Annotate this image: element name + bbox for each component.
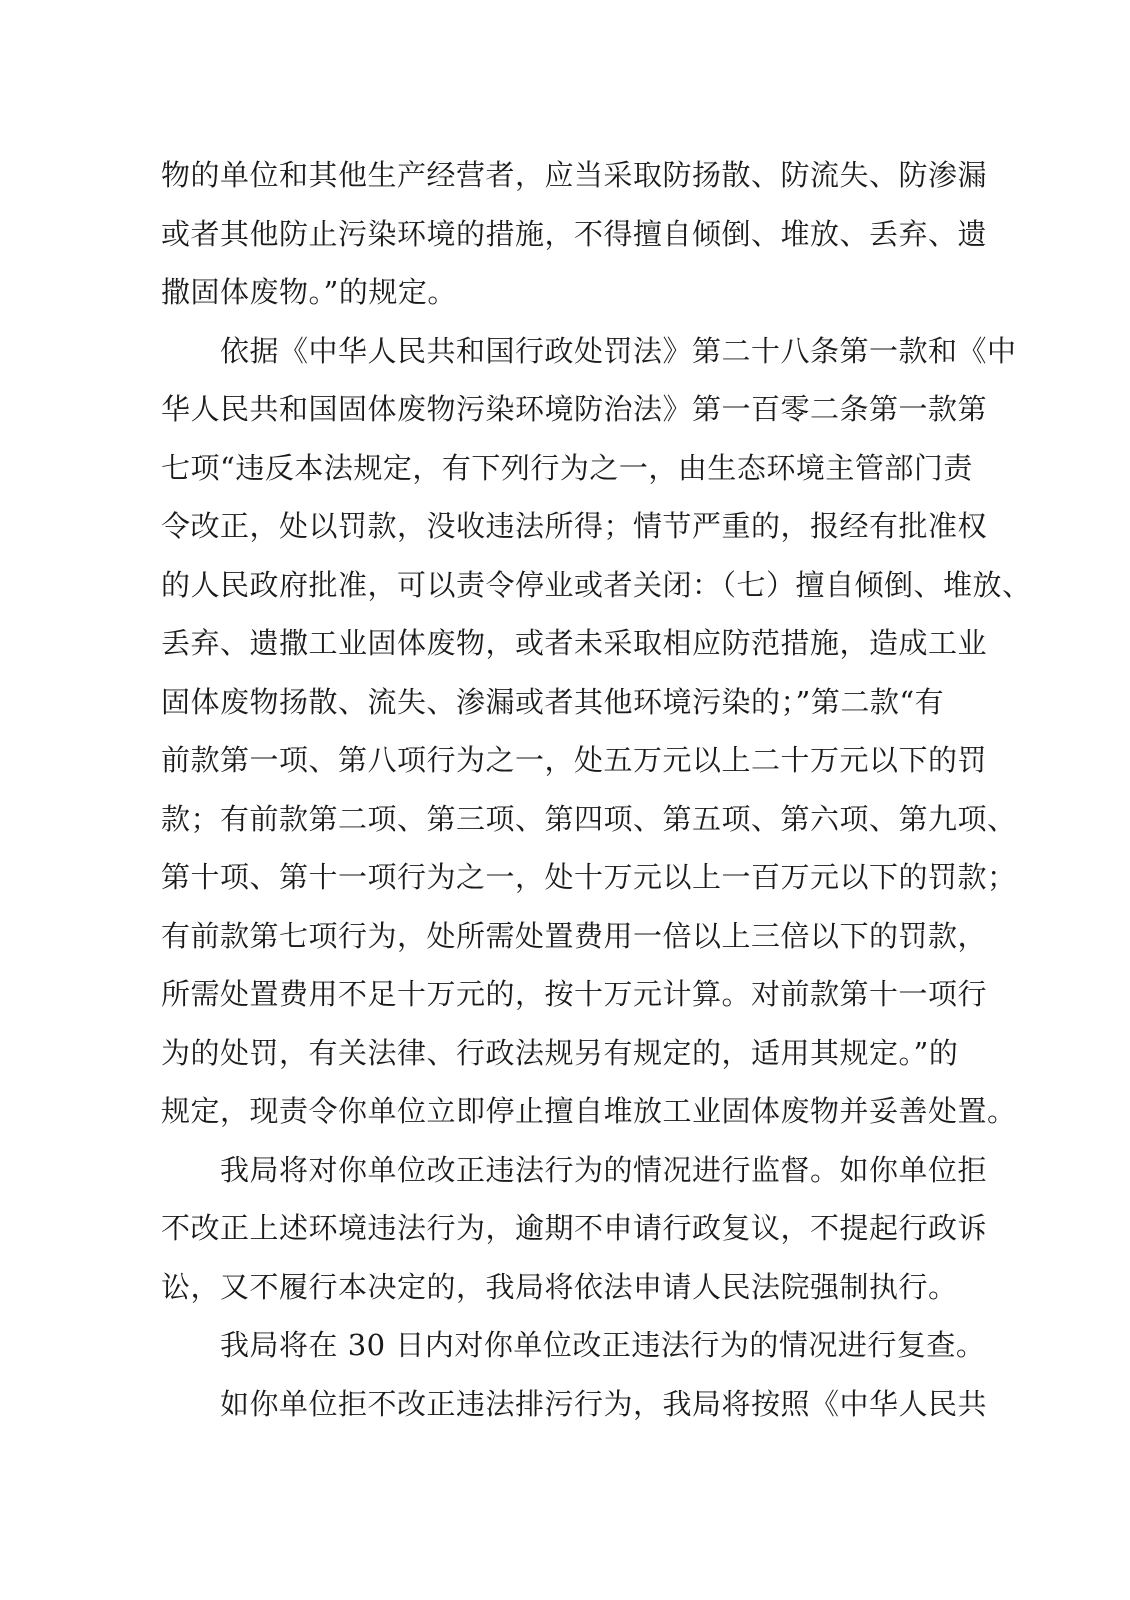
text-line: 讼，又不履行本决定的，我局将依法申请人民法院强制执行。 bbox=[161, 1269, 958, 1304]
paragraph-regulation-quote-end bbox=[161, 146, 1021, 322]
text-line: 依据《中华人民共和国行政处罚法》第二十八条第一款和《中 bbox=[161, 333, 1017, 368]
text-line: 我局将在 30 日内对你单位改正违法行为的情况进行复查。 bbox=[161, 1328, 986, 1362]
document-body bbox=[161, 146, 1032, 1433]
text-line: 的人民政府批准，可以责令停业或者关闭：（七）擅自倾倒、堆放、 bbox=[161, 567, 1032, 602]
text-line: 令改正，处以罚款，没收违法所得；情节严重的，报经有批准权 bbox=[161, 509, 988, 543]
text-line: 七项“违反本法规定，有下列行为之一，由生态环境主管部门责 bbox=[161, 450, 973, 485]
text-line: 或者其他防止污染环境的措施，不得擅自倾倒、堆放、丢弃、遗 bbox=[161, 216, 988, 251]
text-line: 华人民共和国固体废物污染环境防治法》第一百零二条第一款第 bbox=[161, 392, 988, 426]
paragraph-legal-basis bbox=[161, 322, 1032, 1141]
text-line: 撒固体废物。”的规定。 bbox=[161, 275, 457, 309]
text-line: 为的处罚，有关法律、行政法规另有规定的，适用其规定。”的 bbox=[161, 1035, 959, 1070]
paragraph-review bbox=[161, 1316, 1021, 1375]
text-line: 前款第一项、第八项行为之一，处五万元以上二十万元以下的罚 bbox=[161, 743, 988, 777]
text-line: 固体废物扬散、流失、渗漏或者其他环境污染的；”第二款“有 bbox=[161, 684, 945, 719]
text-line: 不改正上述环境违法行为，逾期不申请行政复议，不提起行政诉 bbox=[161, 1211, 988, 1245]
text-line: 如你单位拒不改正违法排污行为，我局将按照《中华人民共 bbox=[161, 1386, 988, 1421]
text-line: 第十项、第十一项行为之一，处十万元以上一百万元以下的罚款； bbox=[161, 860, 1017, 894]
text-line: 物的单位和其他生产经营者，应当采取防扬散、防流失、防渗漏 bbox=[161, 158, 988, 192]
text-line: 有前款第七项行为，处所需处置费用一倍以上三倍以下的罚款， bbox=[161, 918, 988, 953]
paragraph-supervision bbox=[161, 1141, 1021, 1317]
text-line: 款；有前款第二项、第三项、第四项、第五项、第六项、第九项、 bbox=[161, 801, 1017, 836]
text-line: 丢弃、遗撒工业固体废物，或者未采取相应防范措施，造成工业 bbox=[161, 626, 988, 660]
text-line: 我局将对你单位改正违法行为的情况进行监督。如你单位拒 bbox=[161, 1152, 988, 1187]
text-line: 所需处置费用不足十万元的，按十万元计算。对前款第十一项行 bbox=[161, 977, 988, 1011]
text-line: 规定，现责令你单位立即停止擅自堆放工业固体废物并妥善处置。 bbox=[161, 1094, 1017, 1128]
paragraph-continued bbox=[161, 1375, 1021, 1434]
